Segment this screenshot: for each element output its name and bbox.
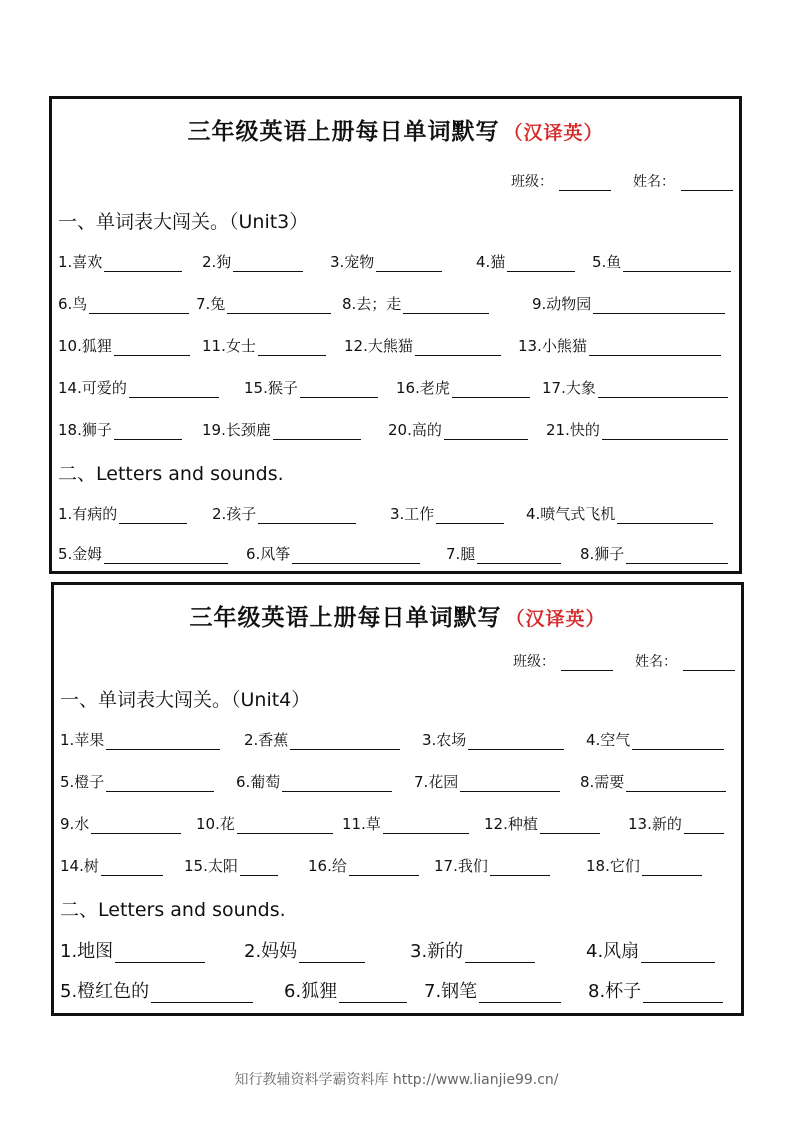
word-prompt: 13.新的 [628, 815, 682, 833]
word-prompt: 4.喷气式飞机 [526, 505, 616, 523]
word-prompt: 5.鱼 [592, 253, 622, 271]
word-prompt: 7.钢笔 [424, 981, 478, 1002]
word-item[interactable] [390, 503, 504, 524]
word-prompt: 16.老虎 [396, 379, 450, 397]
word-prompt: 10.狐狸 [58, 337, 112, 355]
answer-blank[interactable] [119, 505, 187, 524]
answer-blank[interactable] [403, 295, 489, 314]
word-prompt: 9.水 [60, 815, 90, 833]
word-item[interactable] [58, 335, 190, 356]
word-item[interactable] [592, 251, 731, 272]
word-row [58, 251, 733, 277]
answer-blank[interactable] [617, 505, 713, 524]
word-item[interactable] [58, 251, 182, 272]
word-row [60, 855, 735, 881]
word-item[interactable] [588, 977, 723, 1003]
worksheet-card-unit4 [51, 582, 744, 1016]
word-prompt: 6.葡萄 [236, 773, 281, 791]
word-item[interactable] [60, 937, 205, 963]
word-row [58, 335, 733, 361]
word-prompt: 7.花园 [414, 773, 459, 791]
word-item[interactable] [446, 543, 561, 564]
answer-blank[interactable] [444, 421, 528, 440]
word-item[interactable] [236, 771, 392, 792]
word-prompt: 21.快的 [546, 421, 600, 439]
word-item[interactable] [586, 729, 724, 750]
name-blank[interactable] [681, 174, 733, 191]
name-label: 姓名： [635, 654, 677, 670]
word-prompt: 6.风筝 [246, 545, 291, 563]
word-item[interactable] [244, 937, 365, 963]
word-prompt: 2.妈妈 [244, 941, 298, 962]
answer-blank[interactable] [91, 815, 181, 834]
word-prompt: 14.树 [60, 857, 99, 875]
word-prompt: 15.太阳 [184, 857, 238, 875]
class-blank[interactable] [559, 174, 611, 191]
answer-blank[interactable] [89, 295, 189, 314]
word-prompt: 8.需要 [580, 773, 625, 791]
word-item[interactable] [60, 855, 163, 876]
answer-blank[interactable] [626, 545, 728, 564]
class-label: 班级： [513, 654, 555, 670]
word-prompt: 3.新的 [410, 941, 464, 962]
answer-blank[interactable] [114, 337, 190, 356]
answer-blank[interactable] [626, 773, 726, 792]
word-item[interactable] [434, 855, 550, 876]
answer-blank[interactable] [540, 815, 600, 834]
answer-blank[interactable] [101, 857, 163, 876]
word-row [60, 977, 735, 1003]
word-prompt: 18.狮子 [58, 421, 112, 439]
word-prompt: 1.有病的 [58, 505, 118, 523]
answer-blank[interactable] [642, 857, 702, 876]
word-prompt: 3.宠物 [330, 253, 375, 271]
word-prompt: 2.孩子 [212, 505, 257, 523]
word-item[interactable] [414, 771, 560, 792]
word-prompt: 9.动物园 [532, 295, 592, 313]
word-row [58, 293, 733, 319]
word-item[interactable] [518, 335, 721, 356]
worksheet-title [52, 113, 739, 146]
section-heading-vocab: 一、单词表大闯关。（Unit4） [60, 689, 311, 711]
answer-blank[interactable] [240, 857, 278, 876]
section-heading-letters: 二、Letters and sounds. [58, 463, 284, 485]
word-prompt: 7.兔 [196, 295, 226, 313]
word-item[interactable] [202, 419, 361, 440]
section-heading-vocab: 一、单词表大闯关。（Unit3） [58, 211, 309, 233]
word-item[interactable] [58, 503, 187, 524]
word-item[interactable] [60, 813, 181, 834]
word-prompt: 2.香蕉 [244, 731, 289, 749]
answer-blank[interactable] [436, 505, 504, 524]
word-item[interactable] [410, 937, 535, 963]
word-item[interactable] [532, 293, 725, 314]
word-prompt: 12.大熊猫 [344, 337, 413, 355]
word-prompt: 14.可爱的 [58, 379, 127, 397]
word-prompt: 17.大象 [542, 379, 596, 397]
word-prompt: 11.草 [342, 815, 381, 833]
answer-blank[interactable] [129, 379, 219, 398]
word-item[interactable] [196, 293, 331, 314]
word-item[interactable] [580, 771, 726, 792]
answer-blank[interactable] [151, 984, 253, 1003]
word-row [60, 771, 735, 797]
word-item[interactable] [60, 977, 253, 1003]
word-item[interactable] [202, 251, 303, 272]
word-item[interactable] [202, 335, 326, 356]
answer-blank[interactable] [349, 857, 419, 876]
word-prompt: 10.花 [196, 815, 235, 833]
answer-blank[interactable] [477, 545, 561, 564]
answer-blank[interactable] [684, 815, 724, 834]
word-item[interactable] [58, 543, 228, 564]
word-item[interactable] [212, 503, 356, 524]
word-prompt: 12.种植 [484, 815, 538, 833]
answer-blank[interactable] [292, 545, 420, 564]
answer-blank[interactable] [452, 379, 530, 398]
word-row [58, 377, 733, 403]
answer-blank[interactable] [593, 295, 725, 314]
word-item[interactable] [388, 419, 528, 440]
word-item[interactable] [476, 251, 575, 272]
answer-blank[interactable] [273, 421, 361, 440]
word-row [60, 729, 735, 755]
word-row [60, 937, 735, 963]
answer-blank[interactable] [632, 731, 724, 750]
answer-blank[interactable] [106, 731, 220, 750]
word-item[interactable] [244, 729, 400, 750]
title-text: 三年级英语上册每日单词默写 [189, 604, 502, 631]
word-item[interactable] [342, 293, 489, 314]
answer-blank[interactable] [643, 984, 723, 1003]
answer-blank[interactable] [468, 731, 564, 750]
word-item[interactable] [580, 543, 728, 564]
class-label: 班级： [511, 174, 553, 190]
word-item[interactable] [58, 293, 189, 314]
answer-blank[interactable] [290, 731, 400, 750]
word-row [58, 543, 733, 569]
word-item[interactable] [60, 729, 220, 750]
word-row [60, 813, 735, 839]
answer-blank[interactable] [237, 815, 333, 834]
word-item[interactable] [284, 977, 407, 1003]
word-item[interactable] [244, 377, 378, 398]
word-prompt: 1.地图 [60, 941, 114, 962]
answer-blank[interactable] [299, 944, 365, 963]
answer-blank[interactable] [339, 984, 407, 1003]
answer-blank[interactable] [115, 944, 205, 963]
answer-blank[interactable] [227, 295, 331, 314]
answer-blank[interactable] [114, 421, 182, 440]
answer-blank[interactable] [300, 379, 378, 398]
answer-blank[interactable] [623, 253, 731, 272]
word-prompt: 4.猫 [476, 253, 506, 271]
word-item[interactable] [396, 377, 530, 398]
word-item[interactable] [308, 855, 419, 876]
word-prompt: 6.狐狸 [284, 981, 338, 1002]
word-item[interactable] [344, 335, 501, 356]
word-prompt: 3.农场 [422, 731, 467, 749]
word-item[interactable] [424, 977, 561, 1003]
name-blank[interactable] [683, 654, 735, 671]
word-row [58, 419, 733, 445]
word-item[interactable] [526, 503, 713, 524]
word-item[interactable] [330, 251, 442, 272]
answer-blank[interactable] [106, 773, 214, 792]
answer-blank[interactable] [460, 773, 560, 792]
word-prompt: 5.金姆 [58, 545, 103, 563]
word-prompt: 15.猴子 [244, 379, 298, 397]
word-prompt: 1.喜欢 [58, 253, 103, 271]
answer-blank[interactable] [602, 421, 728, 440]
word-prompt: 20.高的 [388, 421, 442, 439]
answer-blank[interactable] [490, 857, 550, 876]
footer-watermark: 知行教辅资料学霸资料库 http://www.lianjie99.cn/ [234, 1072, 559, 1088]
word-prompt: 17.我们 [434, 857, 488, 875]
word-prompt: 3.工作 [390, 505, 435, 523]
word-prompt: 8.狮子 [580, 545, 625, 563]
word-prompt: 4.空气 [586, 731, 631, 749]
answer-blank[interactable] [376, 253, 442, 272]
worksheet-title [54, 599, 741, 632]
answer-blank[interactable] [233, 253, 303, 272]
title-subtitle: （汉译英） [503, 122, 604, 144]
word-item[interactable] [246, 543, 420, 564]
answer-blank[interactable] [598, 379, 728, 398]
word-prompt: 19.长颈鹿 [202, 421, 271, 439]
answer-blank[interactable] [104, 253, 182, 272]
word-prompt: 1.苹果 [60, 731, 105, 749]
answer-blank[interactable] [258, 505, 356, 524]
word-prompt: 6.鸟 [58, 295, 88, 313]
word-item[interactable] [542, 377, 728, 398]
title-text: 三年级英语上册每日单词默写 [187, 118, 500, 145]
answer-blank[interactable] [507, 253, 575, 272]
word-item[interactable] [58, 377, 219, 398]
answer-blank[interactable] [104, 545, 228, 564]
answer-blank[interactable] [415, 337, 501, 356]
word-prompt: 18.它们 [586, 857, 640, 875]
word-prompt: 16.给 [308, 857, 347, 875]
answer-blank[interactable] [465, 944, 535, 963]
word-item[interactable] [586, 855, 702, 876]
answer-blank[interactable] [258, 337, 326, 356]
word-prompt: 7.腿 [446, 545, 476, 563]
word-item[interactable] [628, 813, 724, 834]
word-item[interactable] [342, 813, 469, 834]
word-item[interactable] [58, 419, 182, 440]
word-prompt: 13.小熊猫 [518, 337, 587, 355]
word-item[interactable] [422, 729, 564, 750]
name-label: 姓名： [633, 174, 675, 190]
word-prompt: 8.去；走 [342, 295, 402, 313]
word-item[interactable] [196, 813, 333, 834]
word-prompt: 2.狗 [202, 253, 232, 271]
answer-blank[interactable] [479, 984, 561, 1003]
answer-blank[interactable] [589, 337, 721, 356]
word-row [58, 503, 733, 529]
word-item[interactable] [546, 419, 728, 440]
answer-blank[interactable] [641, 944, 715, 963]
word-item[interactable] [484, 813, 600, 834]
section-heading-letters: 二、Letters and sounds. [60, 899, 286, 921]
word-prompt: 4.风扇 [586, 941, 640, 962]
word-prompt: 11.女士 [202, 337, 256, 355]
class-blank[interactable] [561, 654, 613, 671]
word-item[interactable] [60, 771, 214, 792]
answer-blank[interactable] [383, 815, 469, 834]
word-item[interactable] [586, 937, 715, 963]
word-prompt: 5.橙红色的 [60, 981, 150, 1002]
word-prompt: 5.橙子 [60, 773, 105, 791]
class-name-fields [491, 651, 735, 671]
worksheet-card-unit3 [49, 96, 742, 574]
word-prompt: 8.杯子 [588, 981, 642, 1002]
word-item[interactable] [184, 855, 278, 876]
title-subtitle: （汉译英） [505, 608, 606, 630]
class-name-fields [489, 171, 733, 191]
answer-blank[interactable] [282, 773, 392, 792]
